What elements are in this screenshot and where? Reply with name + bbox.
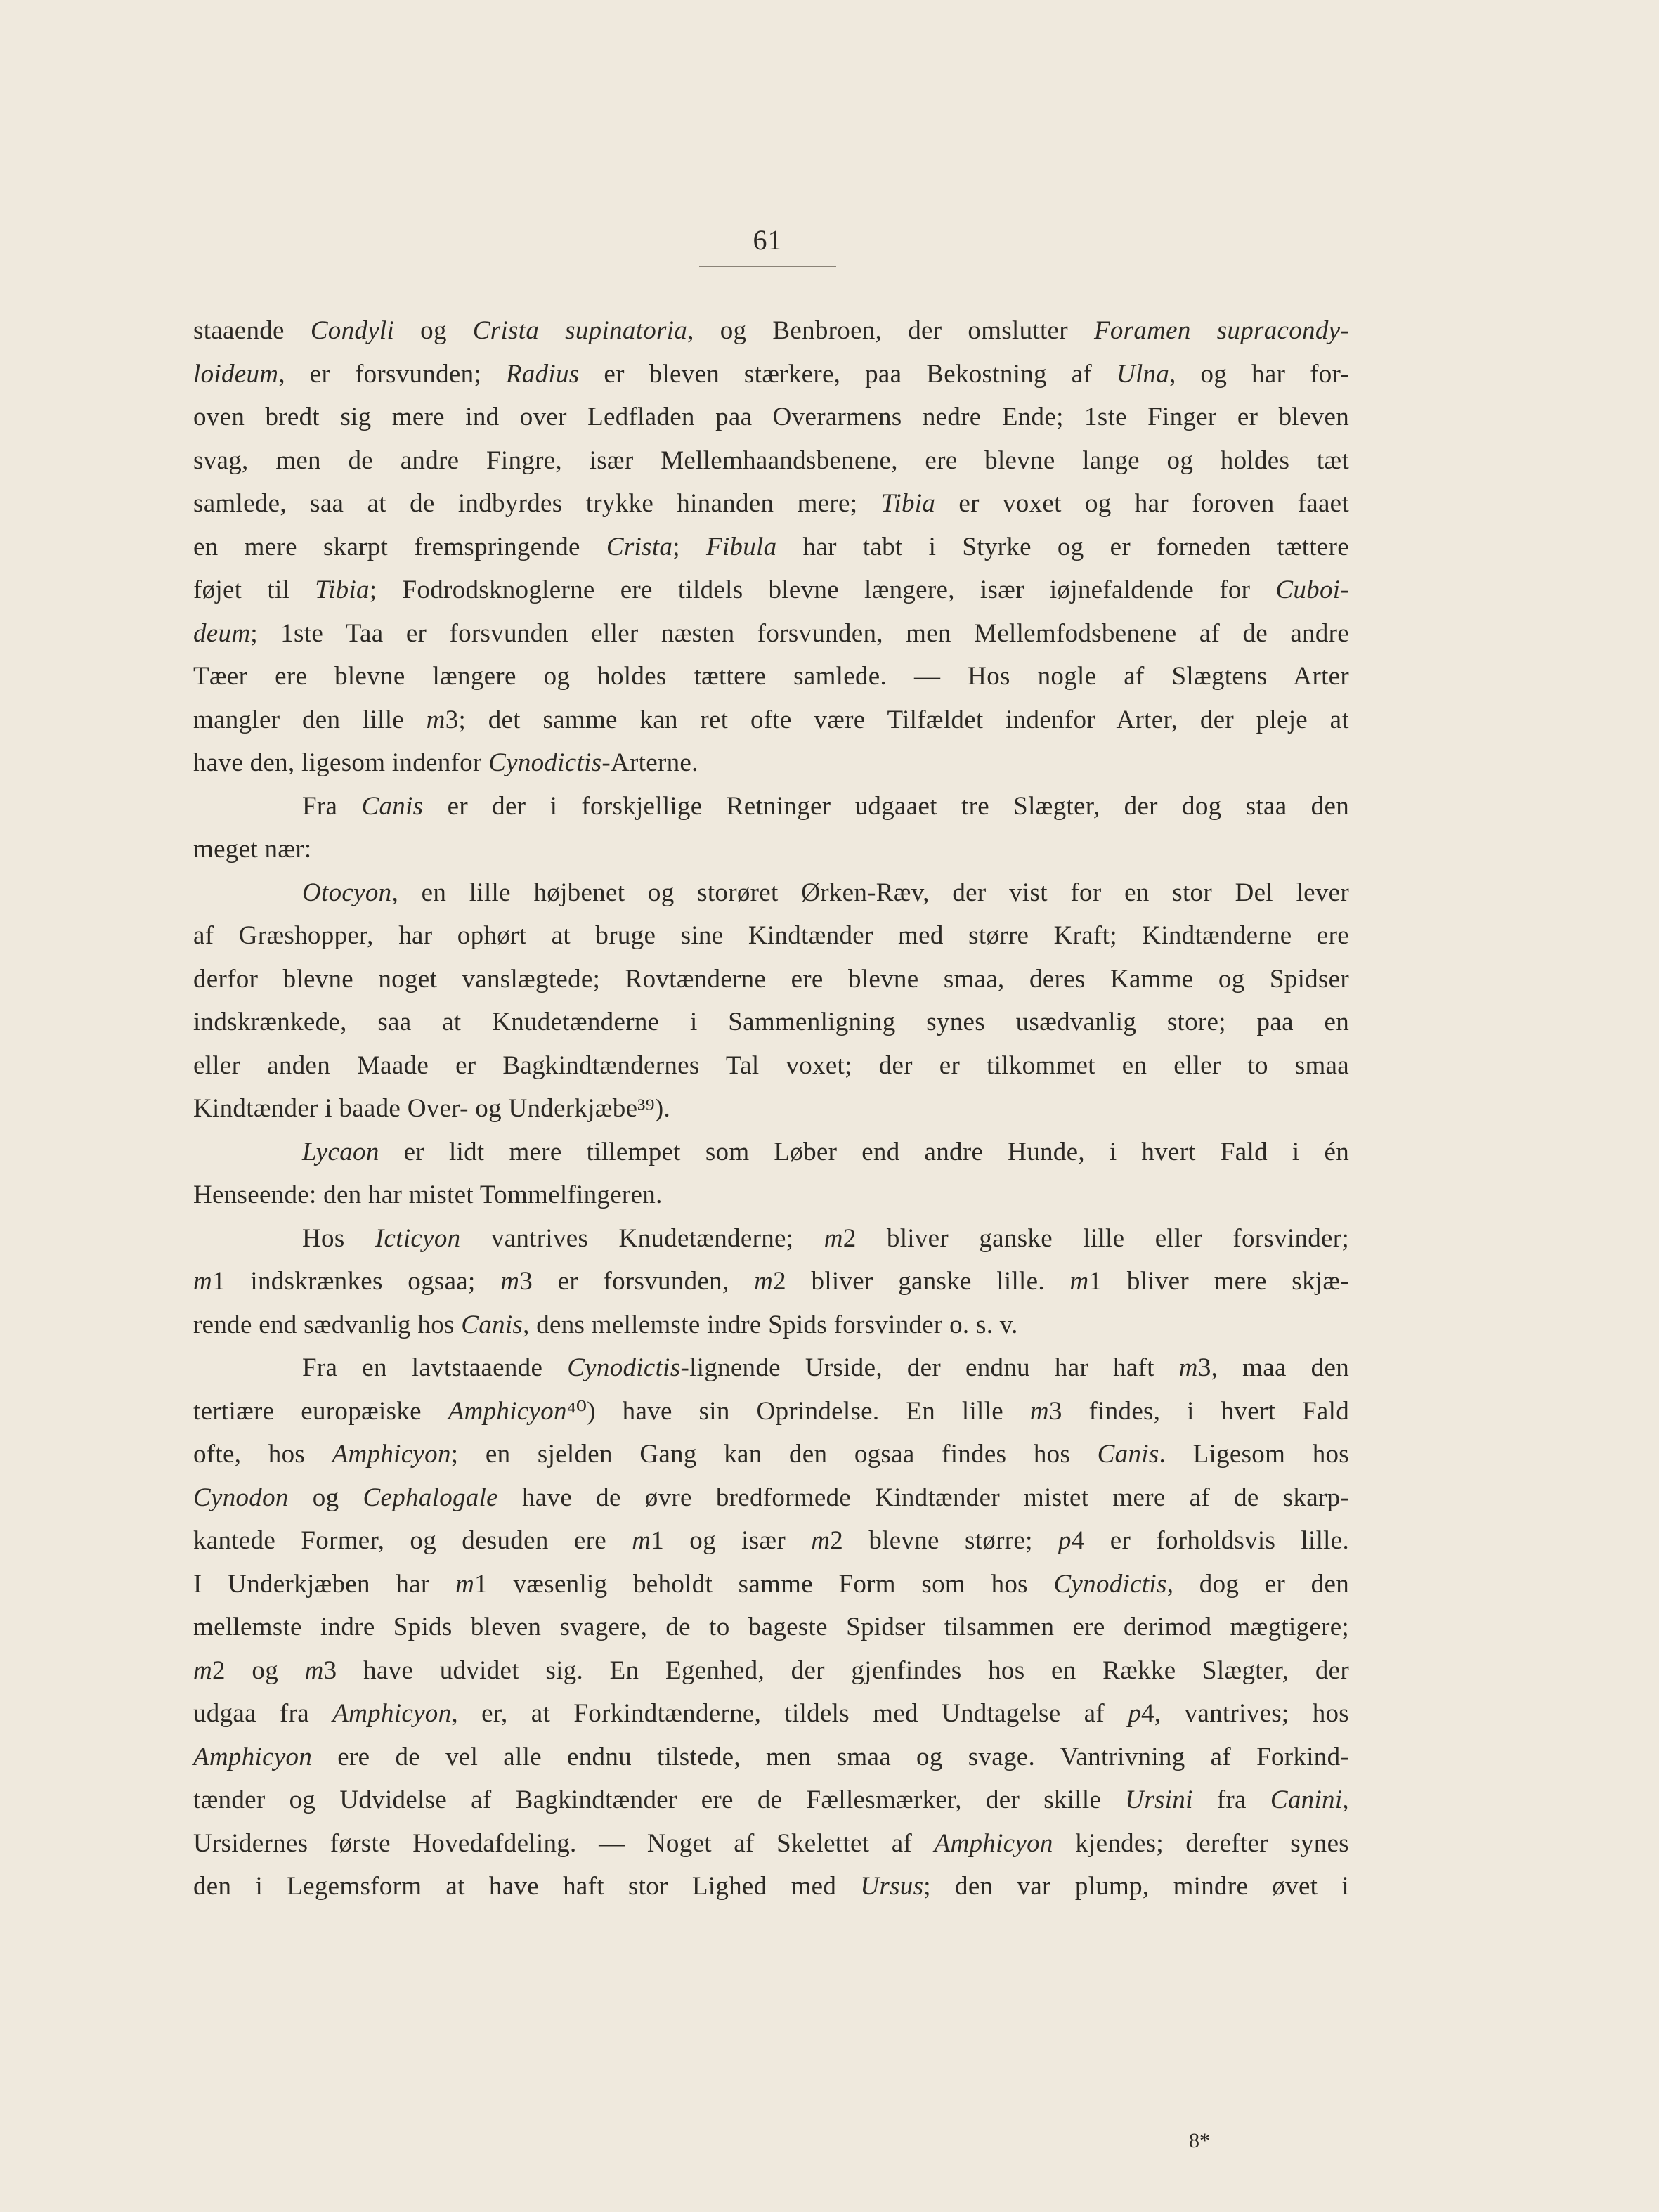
- text-line: [193, 1606, 1349, 1649]
- italic-term: m: [811, 1526, 831, 1555]
- text-run: og: [288, 1483, 363, 1512]
- italic-term: Condyli: [310, 316, 395, 345]
- text-run: eller anden Maade er Bagkindtændernes Tal voxet; der er tilkommet en eller to smaa: [193, 1050, 1349, 1080]
- text-run: er lidt mere tillempet som Løber end andre Hunde, i hvert Fald i én: [379, 1137, 1349, 1166]
- text-run: 4, vantrives; hos: [1141, 1699, 1350, 1728]
- text-line: [193, 1303, 1349, 1347]
- text-run: en mere skarpt fremspringende: [193, 532, 606, 561]
- italic-term: Canis: [361, 791, 424, 821]
- italic-term: Amphicyon: [332, 1440, 451, 1469]
- text-run: er bleven stærkere, paa Bekostning af: [579, 359, 1117, 389]
- italic-term: Cynodon: [193, 1483, 289, 1512]
- text-run: vantrives Knudetænderne;: [460, 1223, 824, 1253]
- italic-term: m: [1178, 1353, 1198, 1382]
- text-run: 4 er forholdsvis lille.: [1071, 1526, 1350, 1555]
- italic-term: Cynodictis: [1053, 1569, 1167, 1599]
- text-line: [193, 1476, 1349, 1520]
- text-run: mellemste indre Spids bleven svagere, de to bageste Spidser tilsammen ere derimod mægtigere;: [193, 1613, 1349, 1641]
- text-run: 3 findes, i hvert Fald: [1048, 1396, 1350, 1426]
- text-line: [193, 1649, 1349, 1693]
- text-run: -Arterne.: [601, 748, 698, 777]
- text-line: [193, 1044, 1349, 1088]
- text-line: [193, 1778, 1349, 1822]
- text-run: , dog er den: [1166, 1569, 1349, 1599]
- text-run: Fra: [302, 791, 362, 821]
- italic-term: Cephalogale: [363, 1483, 498, 1512]
- italic-term: m: [754, 1267, 774, 1296]
- text-line: [193, 828, 1349, 871]
- italic-term: Cynodictis: [488, 748, 602, 777]
- text-run: ere de vel alle endnu tilstede, men smaa og svage. Vantrivning af Forkind-: [312, 1742, 1349, 1771]
- text-run: Henseende: den har mistet Tommelfingeren.: [193, 1180, 663, 1209]
- italic-term: Canis: [461, 1310, 523, 1339]
- italic-term: Canini: [1270, 1785, 1343, 1814]
- italic-term: m: [824, 1223, 843, 1253]
- italic-term: m: [193, 1267, 213, 1296]
- text-run: , og har for-: [1169, 359, 1349, 389]
- italic-term: Ursus: [860, 1872, 924, 1901]
- text-run: samlede, saa at de indbyrdes trykke hinanden mere;: [193, 489, 881, 518]
- italic-term: Amphicyon: [934, 1828, 1053, 1858]
- text-line: [193, 741, 1349, 785]
- text-run: derfor blevne noget vanslægtede; Rovtænderne ere blevne smaa, deres Kamme og Spidser: [193, 964, 1349, 994]
- text-run: fra: [1192, 1785, 1270, 1814]
- text-line: [193, 482, 1349, 526]
- italic-term: Amphicyon: [193, 1742, 313, 1771]
- text-run: 3, maa den: [1197, 1353, 1350, 1382]
- italic-term: Icticyon: [375, 1223, 461, 1253]
- text-line: [193, 612, 1349, 656]
- text-run: tænder og Udvidelse af Bagkindtænder ere de Fællesmærker, der skille: [193, 1785, 1126, 1814]
- italic-term: Foramen supracondy-: [1093, 316, 1349, 345]
- text-line: [193, 1001, 1349, 1044]
- text-line: [193, 1087, 1349, 1131]
- body-text: [193, 309, 1349, 1908]
- text-run: 3 er forsvunden,: [519, 1267, 755, 1296]
- text-run: er voxet og har foroven faaet: [935, 489, 1349, 518]
- text-run: , en lille højbenet og storøret Ørken-Ræv, der vist for en stor Del lever: [391, 878, 1349, 907]
- text-run: og: [394, 316, 473, 345]
- page-number-rule: [699, 266, 836, 267]
- text-line: [193, 785, 1349, 828]
- text-run: oven bredt sig mere ind over Ledfladen paa Overarmens nedre Ende; 1ste Finger er bleven: [193, 403, 1349, 431]
- text-run: ⁴⁰) have sin Oprindelse. En lille: [566, 1396, 1030, 1426]
- text-line: [193, 439, 1349, 483]
- italic-term: Crista supinatoria: [472, 316, 688, 345]
- text-run: tertiære europæiske: [193, 1396, 448, 1426]
- italic-term: m: [304, 1655, 324, 1685]
- text-run: 3; det samme kan ret ofte være Tilfældet indenfor Arter, der pleje at: [445, 705, 1349, 734]
- text-line: [193, 1692, 1349, 1736]
- italic-term: Amphicyon: [332, 1699, 452, 1728]
- text-run: ,: [1342, 1785, 1349, 1814]
- text-line: [193, 698, 1349, 742]
- italic-term: m: [1029, 1396, 1049, 1426]
- text-run: af Græshopper, har ophørt at bruge sine Kindtænder med større Kraft; Kindtænderne ere: [193, 921, 1349, 950]
- signature-mark: 8*: [1189, 2129, 1210, 2152]
- text-line: [193, 871, 1349, 915]
- text-run: har tabt i Styrke og er forneden tættere: [776, 532, 1349, 561]
- italic-term: m: [1069, 1267, 1089, 1296]
- text-run: ; 1ste Taa er forsvunden eller næsten forsvunden, men Mellemfodsbenene af de andre: [250, 618, 1349, 648]
- text-run: kjendes; derefter synes: [1053, 1828, 1350, 1858]
- italic-term: Canis: [1097, 1440, 1159, 1469]
- text-line: [193, 309, 1349, 353]
- italic-term: m: [455, 1569, 475, 1599]
- text-run: er der i forskjellige Retninger udgaaet tre Slægter, der dog staa den: [423, 791, 1350, 821]
- text-run: mangler den lille: [193, 705, 427, 734]
- text-run: udgaa fra: [193, 1699, 333, 1728]
- text-line: [193, 526, 1349, 569]
- text-run: 3 have udvidet sig. En Egenhed, der gjenfindes hos en Række Slægter, der: [323, 1655, 1349, 1685]
- italic-term: m: [500, 1267, 520, 1296]
- italic-term: Cynodictis: [567, 1353, 681, 1382]
- italic-term: Tibia: [880, 489, 936, 518]
- text-run: rende end sædvanlig hos: [193, 1310, 462, 1339]
- italic-term: Ursini: [1125, 1785, 1193, 1814]
- text-line: [193, 1563, 1349, 1606]
- italic-term: Otocyon: [302, 878, 392, 907]
- text-line: [193, 1519, 1349, 1563]
- italic-term: Crista: [606, 532, 673, 561]
- text-line: [193, 1217, 1349, 1261]
- text-run: meget nær:: [193, 835, 312, 864]
- text-run: have den, ligesom indenfor: [193, 748, 489, 777]
- text-run: have de øvre bredformede Kindtænder mistet mere af de skarp-: [497, 1483, 1349, 1512]
- text-run: 1 bliver mere skjæ-: [1088, 1267, 1349, 1296]
- italic-term: loideum: [193, 359, 279, 389]
- text-run: føjet til: [193, 575, 315, 604]
- text-run: , er, at Forkindtænderne, tildels med Undtagelse af: [451, 1699, 1128, 1728]
- text-line: [193, 1131, 1349, 1174]
- text-run: 2 blevne større;: [830, 1526, 1058, 1555]
- text-run: Kindtænder i baade Over- og Underkjæbe³⁹).: [193, 1094, 671, 1123]
- page-number: 61: [753, 224, 783, 256]
- text-line: [193, 568, 1349, 612]
- italic-term: deum: [193, 618, 251, 648]
- text-run: svag, men de andre Fingre, især Mellemhaandsbenene, ere blevne lange og holdes tæt: [193, 445, 1349, 475]
- text-run: ; den var plump, mindre øvet i: [923, 1872, 1349, 1901]
- text-run: ; en sjelden Gang kan den ogsaa findes hos: [450, 1440, 1098, 1469]
- text-run: 1 og især: [651, 1526, 812, 1555]
- italic-term: Lycaon: [302, 1137, 379, 1166]
- text-line: [193, 1865, 1349, 1908]
- text-line: [193, 1260, 1349, 1303]
- text-run: 2 og: [212, 1655, 305, 1685]
- text-line: [193, 914, 1349, 958]
- italic-term: p: [1128, 1699, 1142, 1728]
- text-run: , er forsvunden;: [278, 359, 506, 389]
- text-run: 1 væsenlig beholdt samme Form som hos: [474, 1569, 1054, 1599]
- text-run: indskrænkede, saa at Knudetænderne i Sammenligning synes usædvanlig store; paa en: [193, 1008, 1349, 1036]
- text-run: Tæer ere blevne længere og holdes tættere samlede. — Hos nogle af Slægtens Arter: [193, 662, 1349, 691]
- text-line: [193, 1173, 1349, 1217]
- text-line: [193, 353, 1349, 396]
- text-run: staaende: [193, 316, 311, 345]
- italic-term: p: [1058, 1526, 1072, 1555]
- text-run: 2 bliver ganske lille.: [773, 1267, 1070, 1296]
- text-line: [193, 1822, 1349, 1866]
- text-run: 1 indskrænkes ogsaa;: [212, 1267, 501, 1296]
- text-line: [193, 958, 1349, 1001]
- italic-term: Amphicyon: [448, 1396, 567, 1426]
- text-run: den i Legemsform at have haft stor Lighed med: [193, 1872, 861, 1901]
- text-run: -lignende Urside, der endnu har haft: [680, 1353, 1179, 1382]
- text-run: ;: [672, 532, 706, 561]
- text-line: [193, 396, 1349, 439]
- text-run: Hos: [302, 1223, 375, 1253]
- italic-term: m: [426, 705, 445, 734]
- text-line: [193, 655, 1349, 698]
- text-line: [193, 1736, 1349, 1779]
- italic-term: m: [632, 1526, 651, 1555]
- text-run: kantede Former, og desuden ere: [193, 1526, 632, 1555]
- text-run: ; Fodrodsknoglerne ere tildels blevne længere, især iøjnefaldende for: [369, 575, 1276, 604]
- text-run: 2 bliver ganske lille eller forsvinder;: [842, 1223, 1349, 1253]
- text-line: [193, 1390, 1349, 1433]
- italic-term: Radius: [505, 359, 580, 389]
- text-run: ofte, hos: [193, 1440, 332, 1469]
- text-run: . Ligesom hos: [1159, 1440, 1349, 1469]
- text-line: [193, 1346, 1349, 1390]
- text-run: , og Benbroen, der omslutter: [687, 316, 1094, 345]
- italic-term: m: [193, 1655, 213, 1685]
- text-run: Fra en lavtstaaende: [302, 1353, 568, 1382]
- italic-term: Fibula: [705, 532, 777, 561]
- italic-term: Cuboi-: [1275, 575, 1349, 604]
- text-run: Ursidernes første Hovedafdeling. — Noget af Skelettet af: [193, 1828, 935, 1858]
- text-run: , dens mellemste indre Spids forsvinder o. s. v.: [523, 1310, 1018, 1339]
- text-run: I Underkjæben har: [193, 1569, 456, 1599]
- italic-term: Tibia: [315, 575, 370, 604]
- italic-term: Ulna: [1116, 359, 1170, 389]
- text-line: [193, 1433, 1349, 1476]
